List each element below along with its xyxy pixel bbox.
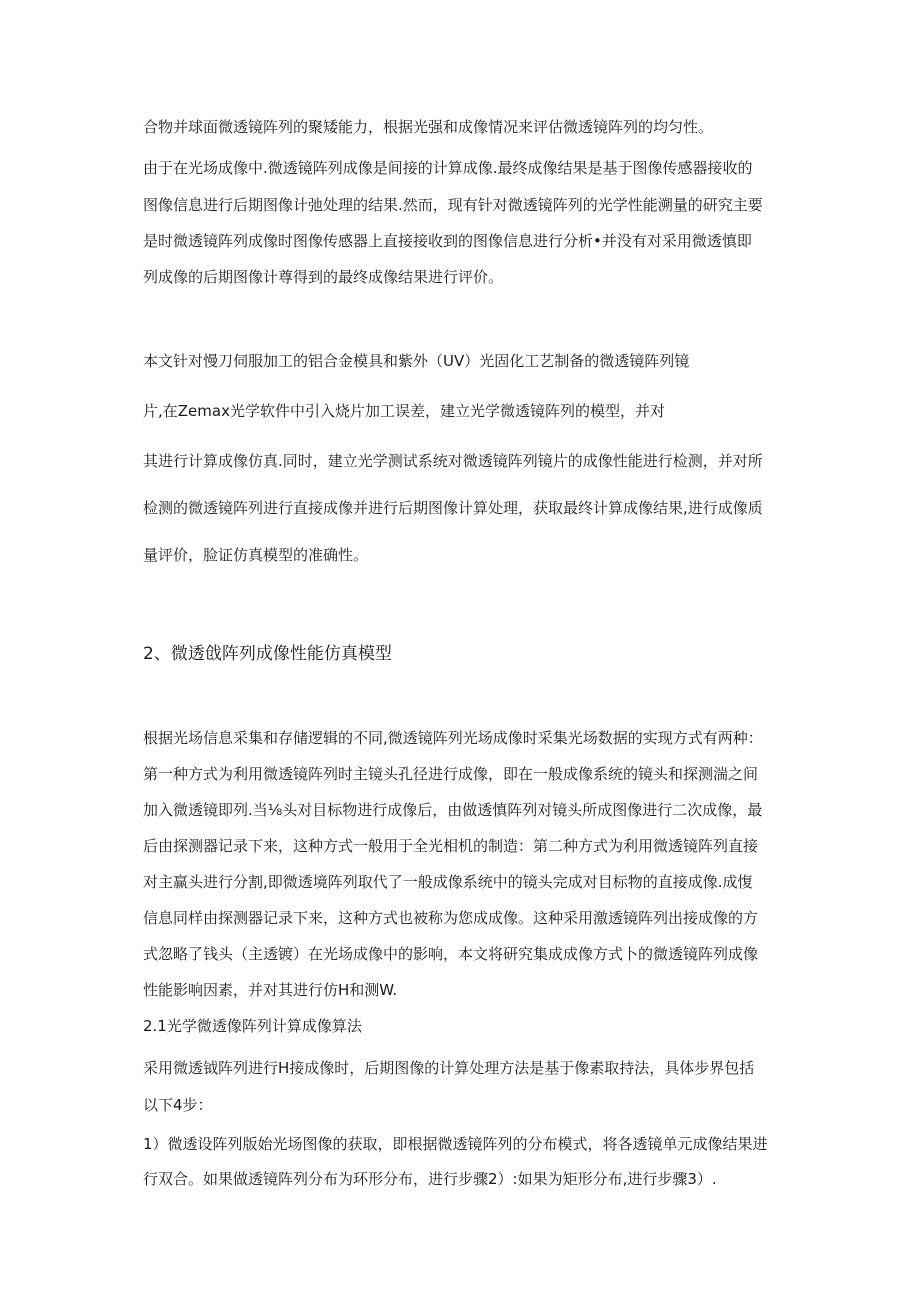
paragraph-2-line-2: 图像信息进行后期图像计弛处理的结果.然而，现有针对微透镜阵列的光学性能溯量的研究主要: [143, 196, 763, 214]
paragraph-2-line-3: 是时微透镜阵列成像时图像传感器上直接接收到的图像信息进行分析•并没有对采用微透慎即: [143, 232, 752, 250]
paragraph-2-line-1: 由于在光场成像中.微透镜阵列成像是间接的计算成像.最终成像结果是基于图像传感器接收的: [143, 159, 753, 177]
paragraph-2-line-4: 列成像的后期图像计尊得到的最终成像结果进行评价。: [143, 268, 504, 286]
paragraph-4-line-7: 式忽略了钱头（主透镀）在光场成像中的影响，本文将研究集成成像方式卜的微透镜阵列成像: [143, 945, 759, 963]
paragraph-3-line-5: 量评价，脸证仿真模型的准确性。: [143, 546, 369, 564]
paragraph-4-line-2: 第一种方式为利用微透镜阵列时主镜头孔径进行成像，即在一般成像系统的镜头和探测湍之间: [143, 765, 759, 783]
paragraph-3-line-1: 本文针对慢刀伺服加工的铝合金模具和紫外（UV）光固化工艺制备的微透镜阵列镜: [143, 352, 690, 370]
paragraph-3-line-3: 其进行计算成像仿真.同时，建立光学测试系统对微透镜阵列镜片的成像性能进行检测，并对所: [143, 452, 763, 470]
paragraph-4-line-5: 对主赢头进行分割,即微透境阵列取代了一般成像系统中的镜头完成对目标物的直接成像.成愎: [143, 873, 753, 891]
paragraph-4-line-8: 性能影响因素，并对其进行仿H和测W.: [143, 981, 398, 999]
paragraph-3-line-2: 片,在Zemax光学软件中引入烧片加工误差，建立光学微透镜阵列的模型，并对: [143, 402, 665, 420]
paragraph-4-line-3: 加入微透镜即列.当⅛头对目标物进行成像后，由做透慎阵列对镜头所成图像进行二次成像，最: [143, 801, 763, 819]
section-2-1-heading: 2.1光学微透像阵列计算成像算法: [143, 1017, 362, 1035]
paragraph-4-line-1: 根据光场信息采集和存储逻辑的不同,微透镜阵列光场成像时采集光场数据的实现方式有两种：: [143, 729, 763, 747]
paragraph-6-line-1: 1）微透设阵列版始光场图像的获取，即根据微透镜阵列的分布模式，将各透镜单元成像结果进: [143, 1135, 768, 1153]
section-2-heading: 2、微透戗阵列成像性能仿真模型: [143, 644, 392, 664]
paragraph-6-line-2: 行双合。如果做透镜阵列分布为环形分布，进行步骤2）:如果为矩形分布,进行步骤3）.: [143, 1170, 717, 1188]
paragraph-5-line-1: 采用微透钺阵列进行H接成像时，后期图像的计算处理方法是基于像素取持法，具体步界包括: [143, 1059, 755, 1077]
paragraph-4-line-6: 信息同样由探测器记录下来，这种方式也被称为您成成像。这种采用激透镜阵列出接成像的方: [143, 909, 759, 927]
paragraph-1-line-1: 合物并球面微透镜阵列的聚矮能力，根据光强和成像情况来评估微透镜阵列的均匀性。: [143, 118, 714, 136]
paragraph-3-line-4: 检测的微透镜阵列进行直接成像并进行后期图像计算处理，获取最终计算成像结果,进行成像质: [143, 499, 763, 517]
paragraph-5-line-2: 以下4步：: [143, 1096, 213, 1114]
paragraph-4-line-4: 后由探测器记录下来，这种方式一般用于全光相机的制造：第二种方式为利用微透镜阵列直接: [143, 837, 759, 855]
